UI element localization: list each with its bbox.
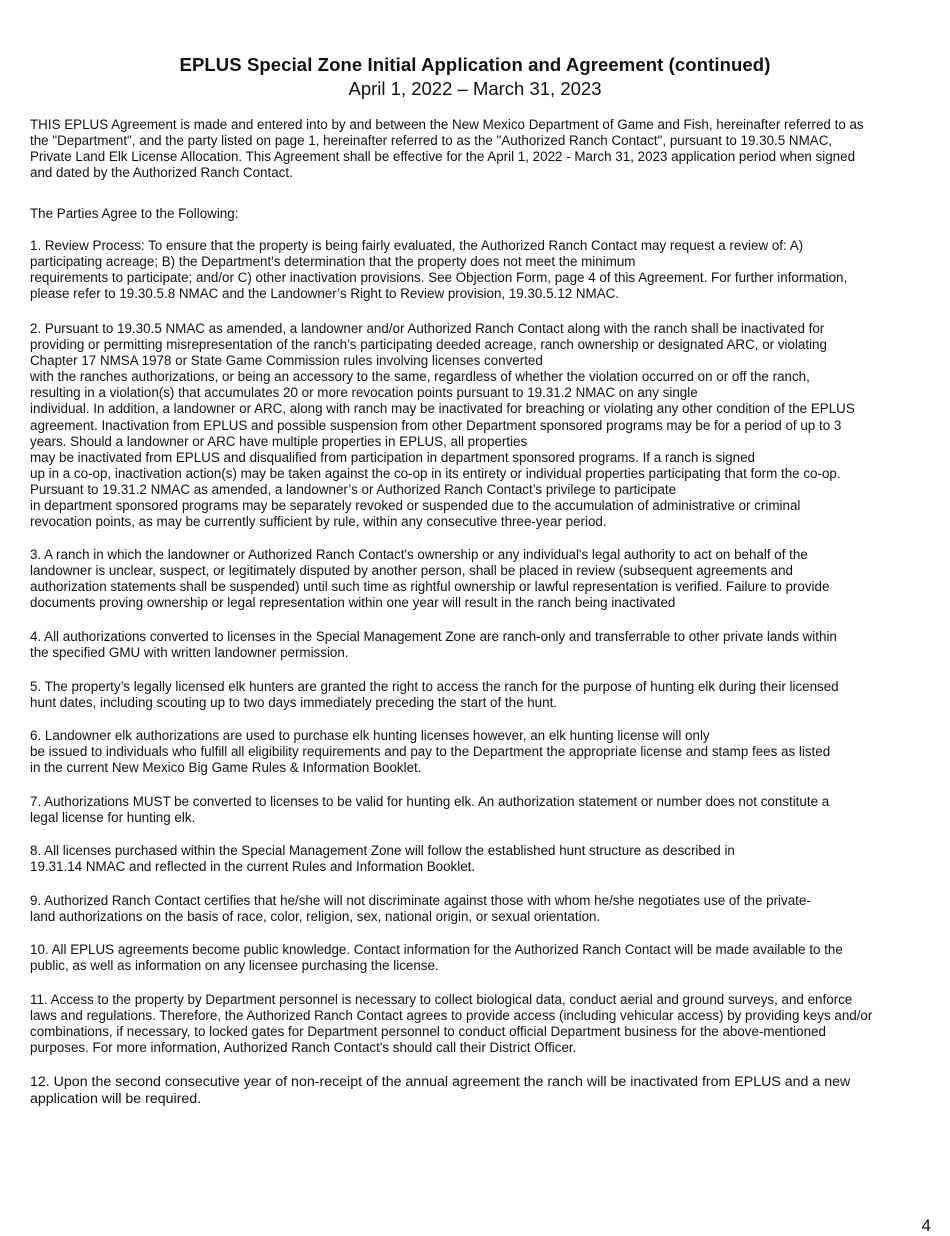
clause-3 [30, 547, 930, 611]
text-line: resulting in a violation(s) that accumulates 20 or more revocation points pursuant to 19.31.2 NMAC on any single [30, 385, 698, 401]
text-line: public, as well as information on any licensee purchasing the license. [30, 958, 439, 974]
text-line: THIS EPLUS Agreement is made and entered into by and between the New Mexico Department of Game and Fish, hereinafter referred to as [30, 117, 864, 132]
text-line: 12. Upon the second consecutive year of non-receipt of the annual agreement the ranch will be inactivated from EPLUS and a new [30, 1074, 851, 1090]
text-line: please refer to 19.30.5.8 NMAC and the Landowner’s Right to Review provision, 19.30.5.12 NMAC. [30, 286, 620, 302]
clause-1 [30, 238, 930, 302]
text-line: 8. All licenses purchased within the Special Management Zone will follow the established hunt structure as described in [30, 843, 735, 858]
clause-6 [30, 728, 930, 776]
text-line: 5. The property’s legally licensed elk hunters are granted the right to access the ranch for the purpose of hunting elk during their licensed [30, 679, 839, 694]
clause-2 [30, 321, 930, 530]
text-line: 10. All EPLUS agreements become public knowledge. Contact information for the Authorized Ranch Contact will be made available to the [30, 942, 843, 957]
text-line: combinations, if necessary, to locked gates for Department personnel to conduct official Department business for the above-mentioned [30, 1024, 826, 1040]
page-number: 4 [921, 1216, 931, 1235]
text-line: with the ranches authorizations, or being an accessory to the same, regardless of whether the violation occurred on or off the ranch, [30, 369, 810, 385]
text-line: be issued to individuals who fulfill all eligibility requirements and pay to the Department the appropriate license and stamp fees as listed [30, 744, 831, 760]
page-title: EPLUS Special Zone Initial Application and Agreement (continued) [179, 54, 771, 75]
agree-heading: The Parties Agree to the Following: [30, 206, 239, 221]
text-line: landowner is unclear, suspect, or legitimately disputed by another person, shall be placed in review (subsequent agreements and [30, 563, 793, 579]
text-line: may be inactivated from EPLUS and disqualified from participation in department sponsored programs. If a ranch is signed [30, 449, 755, 465]
text-line: application will be required. [30, 1091, 202, 1107]
intro-paragraph [30, 117, 930, 181]
text-line: the specified GMU with written landowner permission. [30, 645, 349, 661]
text-line: in department sponsored programs may be separately revoked or suspended due to the accumulation of administrative or criminal [30, 498, 801, 514]
text-line: 11. Access to the property by Department personnel is necessary to collect biological data, conduct aerial and ground surveys, and enforce [30, 992, 853, 1007]
clause-5 [30, 679, 930, 711]
text-line: 3. A ranch in which the landowner or Authorized Ranch Contact's ownership or any individual's legal authority to act on behalf of the [30, 547, 808, 562]
clause-9 [30, 893, 930, 925]
text-line: Pursuant to 19.31.2 NMAC as amended, a landowner’s or Authorized Ranch Contact’s privilege to participate [30, 481, 677, 497]
text-line: land authorizations on the basis of race, color, religion, sex, national origin, or sexual orientation. [30, 909, 601, 925]
text-line: Chapter 17 NMSA 1978 or State Game Commission rules involving licenses converted [30, 353, 543, 369]
text-line: participating acreage; B) the Department's determination that the property does not meet the minimum [30, 254, 636, 270]
text-line: agreement. Inactivation from EPLUS and possible suspension from other Department sponsored programs may be for a period of up to 3 [30, 417, 842, 433]
text-line: 9. Authorized Ranch Contact certifies that he/she will not discriminate against those with whom he/she negotiates use of the private- [30, 893, 811, 908]
clause-10 [30, 942, 930, 974]
text-line: 7. Authorizations MUST be converted to licenses to be valid for hunting elk. An authorization statement or number does not constitute a [30, 794, 830, 809]
text-line: authorization statements shall be suspended) until such time as rightful ownership or lawful representation is verified. Failure to provide [30, 579, 830, 595]
clause-4 [30, 629, 930, 661]
text-line: 1. Review Process: To ensure that the property is being fairly evaluated, the Authorized Ranch Contact may request a review of: A) [30, 238, 804, 253]
text-line: revocation points, as may be currently sufficient by rule, within any consecutive three-year period. [30, 514, 607, 530]
text-line: 4. All authorizations converted to licenses in the Special Management Zone are ranch-only and transferrable to other private lands within [30, 629, 837, 644]
text-line: years. Should a landowner or ARC have multiple properties in EPLUS, all properties [30, 433, 528, 449]
text-line: in the current New Mexico Big Game Rules & Information Booklet. [30, 760, 422, 776]
text-line: 19.31.14 NMAC and reflected in the current Rules and Information Booklet. [30, 859, 476, 875]
text-line: laws and regulations. Therefore, the Authorized Ranch Contact agrees to provide access (including vehicular access) by providing keys and/or [30, 1008, 873, 1024]
text-line: hunt dates, including scouting up to two days immediately preceding the start of the hunt. [30, 695, 558, 711]
clause-8 [30, 843, 930, 875]
text-line: up in a co-op, inactivation action(s) may be taken against the co-op in its entirety or individual properties participating that form the co-op. [30, 465, 841, 481]
text-line: documents proving ownership or legal representation within one year will result in the ranch being inactivated [30, 595, 676, 611]
text-line: providing or permitting misrepresentation of the ranch’s participating deeded acreage, ranch ownership or designated ARC, or violating [30, 337, 827, 353]
text-line: legal license for hunting elk. [30, 810, 196, 826]
clause-12 [30, 1074, 930, 1108]
text-line: and dated by the Authorized Ranch Contact. [30, 165, 293, 181]
text-line: Private Land Elk License Allocation. This Agreement shall be effective for the April 1, 2022 - March 31, 2023 application period when signed [30, 149, 856, 165]
text-line: the "Department", and the party listed on page 1, hereinafter referred to as the "Authorized Ranch Contact", pursuant to 19.30.5 NMAC, [30, 133, 833, 149]
page-subtitle: April 1, 2022 – March 31, 2023 [348, 78, 602, 99]
text-line: 2. Pursuant to 19.30.5 NMAC as amended, a landowner and/or Authorized Ranch Contact along with the ranch shall be inactivated for [30, 321, 825, 336]
text-line: 6. Landowner elk authorizations are used to purchase elk hunting licenses however, an elk hunting license will only [30, 728, 710, 743]
clause-11 [30, 992, 930, 1056]
text-line: requirements to participate; and/or C) other inactivation provisions. See Objection Form, page 4 of this Agreement. For further information, [30, 270, 848, 286]
text-line: purposes. For more information, Authorized Ranch Contact's should call their District Officer. [30, 1040, 577, 1056]
clause-7 [30, 794, 930, 826]
text-line: individual. In addition, a landowner or ARC, along with ranch may be inactivated for breaching or violating any other condition of the EPLUS [30, 401, 855, 417]
